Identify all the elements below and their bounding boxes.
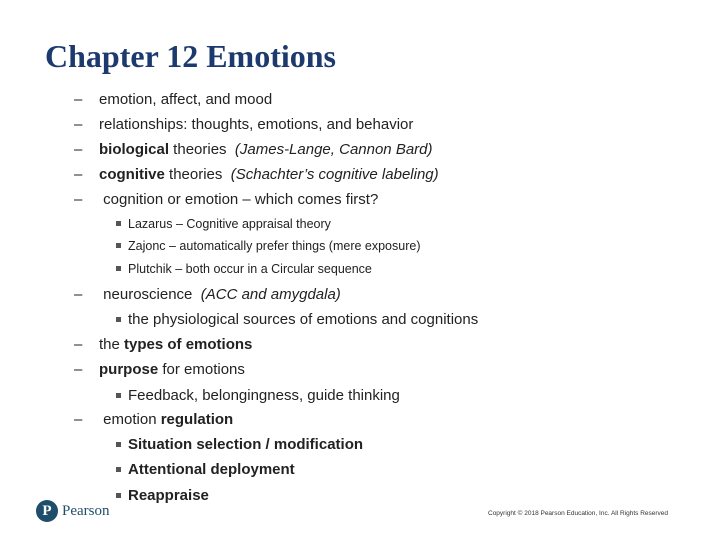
dash-marker: – — [74, 191, 83, 208]
bullet-text: emotion, affect, and mood — [99, 91, 273, 108]
sub-bullet-text: the physiological sources of emotions and cognitions — [128, 311, 479, 328]
bullet-types-of-emotions — [74, 336, 252, 353]
sub-bullet-attentional-deployment — [116, 461, 295, 478]
sub-bullet-text: Reappraise — [128, 487, 209, 504]
square-bullet-icon — [116, 266, 121, 271]
sub-bullet-text: Attentional deployment — [128, 461, 295, 478]
bullet-text: neuroscience — [99, 286, 201, 303]
dash-marker: – — [74, 141, 83, 158]
bullet-cognitive-theories — [74, 166, 439, 183]
square-bullet-icon — [116, 467, 121, 472]
bullet-relationships — [74, 116, 413, 133]
bullet-italic-text: (James-Lange, Cannon Bard) — [234, 141, 433, 158]
dash-marker: – — [74, 411, 83, 428]
pearson-wordmark: Pearson — [62, 502, 110, 519]
bullet-emotion-regulation — [74, 411, 233, 428]
bullet-bold-text: types of emotions — [124, 336, 253, 353]
copyright-notice: Copyright © 2018 Pearson Education, Inc. All Rights Reserved — [488, 510, 669, 517]
pearson-mark-icon: P — [36, 500, 58, 522]
square-bullet-icon — [116, 393, 121, 398]
bullet-neuroscience — [74, 286, 341, 303]
sub-bullet-text: Zajonc – automatically prefer things (mere exposure) — [128, 239, 421, 253]
sub-bullet-text: Plutchik – both occur in a Circular sequence — [128, 262, 372, 276]
bullet-text: the — [99, 336, 125, 353]
bullet-italic-text: (Schachter’s cognitive labeling) — [230, 166, 439, 183]
sub-bullet-feedback — [116, 387, 400, 404]
bullet-text: theories — [164, 166, 231, 183]
dash-marker: – — [74, 286, 83, 303]
bullet-text: theories — [169, 141, 235, 158]
slide-title: Chapter 12 Emotions — [45, 38, 336, 74]
square-bullet-icon — [116, 442, 121, 447]
bullet-emotion-affect-mood — [74, 91, 272, 108]
sub-bullet-plutchik — [116, 262, 372, 276]
bullet-biological-theories — [74, 141, 433, 158]
sub-bullet-physiological-sources — [116, 311, 478, 328]
pearson-logo — [36, 500, 110, 522]
bullet-bold-text: regulation — [160, 411, 234, 428]
square-bullet-icon — [116, 243, 121, 248]
bullet-text: for emotions — [158, 361, 245, 378]
bullet-text: relationships: thoughts, emotions, and behavior — [99, 116, 414, 133]
dash-marker: – — [74, 361, 83, 378]
sub-bullet-text: Situation selection / modification — [128, 436, 364, 453]
dash-marker: – — [74, 336, 83, 353]
bullet-text: cognition or emotion – which comes first? — [99, 191, 379, 208]
sub-bullet-lazarus — [116, 217, 331, 231]
bullet-bold-text: cognitive — [99, 166, 165, 183]
sub-bullet-text: Feedback, belongingness, guide thinking — [128, 387, 400, 404]
bullet-bold-text: biological — [99, 141, 170, 158]
dash-marker: – — [74, 91, 83, 108]
bullet-purpose-for-emotions — [74, 361, 245, 378]
sub-bullet-zajonc — [116, 239, 421, 253]
bullet-italic-text: (ACC and amygdala) — [200, 286, 341, 303]
square-bullet-icon — [116, 221, 121, 226]
dash-marker: – — [74, 116, 83, 133]
bullet-bold-text: purpose — [99, 361, 159, 378]
square-bullet-icon — [116, 317, 121, 322]
sub-bullet-situation-selection — [116, 436, 363, 453]
dash-marker: – — [74, 166, 83, 183]
sub-bullet-reappraise — [116, 487, 209, 504]
bullet-cognition-or-emotion — [74, 191, 378, 208]
square-bullet-icon — [116, 493, 121, 498]
bullet-text: emotion — [99, 411, 161, 428]
sub-bullet-text: Lazarus – Cognitive appraisal theory — [128, 217, 331, 231]
